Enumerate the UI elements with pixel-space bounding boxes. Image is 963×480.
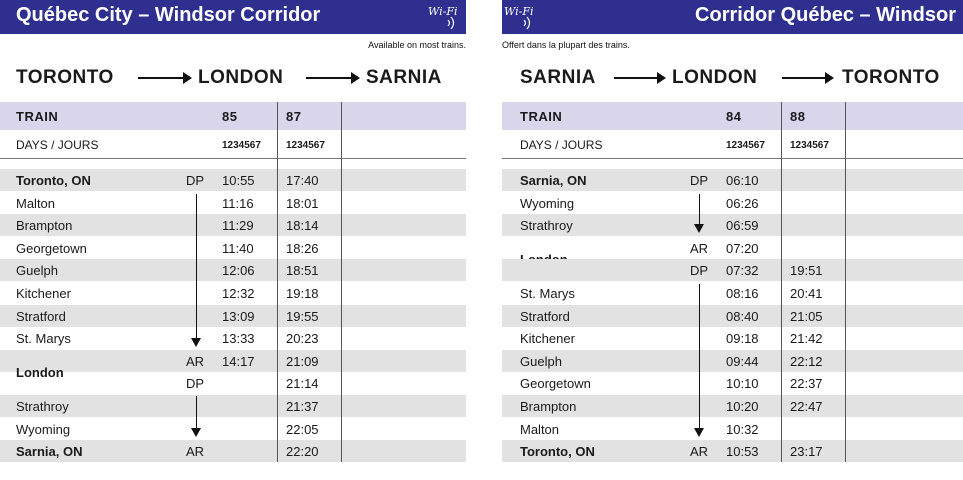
route-destination: SARNIA <box>366 67 442 88</box>
down-arrow-icon <box>196 194 197 338</box>
down-arrow-icon <box>196 396 197 428</box>
route-arrow-icon <box>138 77 190 79</box>
station-name: London <box>16 365 64 381</box>
route-via: LONDON <box>198 67 284 88</box>
route-arrow-icon <box>614 77 664 79</box>
wifi-icon <box>426 4 460 30</box>
station-name: Brampton <box>16 218 73 234</box>
departure-time: 18:26 <box>286 240 319 256</box>
title-banner <box>0 0 466 34</box>
station-name: Guelph <box>16 263 58 279</box>
wifi-label: Wi-Fi <box>504 5 534 18</box>
departure-time: 06:10 <box>726 173 759 188</box>
train-number: 87 <box>286 109 302 124</box>
route-header <box>0 67 466 89</box>
station-name: Kitchener <box>16 286 71 301</box>
station-name: Kitchener <box>520 331 575 347</box>
down-arrow-icon <box>699 194 700 224</box>
wifi-note: Available on most trains. <box>368 40 466 50</box>
departure-time: 11:16 <box>222 195 254 211</box>
departure-time: 08:40 <box>726 308 759 324</box>
route-origin: SARNIA <box>520 67 596 88</box>
timetable-toronto-sarnia <box>0 0 466 480</box>
station-name: Strathroy <box>520 218 573 234</box>
row-band <box>0 395 466 417</box>
station-name: Toronto, ON <box>520 444 595 460</box>
train-number: 88 <box>790 109 806 124</box>
departure-time: 09:44 <box>726 353 759 369</box>
station-name: Stratford <box>520 308 570 324</box>
stop-code: AR <box>690 240 709 256</box>
departure-time: 09:18 <box>726 331 759 347</box>
departure-time: 18:14 <box>286 218 319 234</box>
departure-time: 19:55 <box>286 308 319 324</box>
wifi-icon <box>502 4 536 30</box>
station-name: Malton <box>520 421 560 437</box>
train-label: TRAIN <box>16 109 59 124</box>
down-arrow-icon <box>699 284 700 428</box>
wifi-note: Offert dans la plupart des trains. <box>502 40 630 50</box>
departure-time: 21:05 <box>790 308 823 324</box>
page-title: Corridor Québec – Windsor <box>695 4 956 26</box>
header-divider <box>0 158 466 159</box>
days-value: 1234567 <box>726 140 765 151</box>
route-destination: TORONTO <box>842 67 940 88</box>
station-name: Brampton <box>520 399 577 414</box>
days-label: DAYS / JOURS <box>16 138 99 152</box>
station-name: Wyoming <box>16 421 71 437</box>
station-name: St. Marys <box>520 286 575 301</box>
station-name: Strathroy <box>16 399 69 414</box>
departure-time: 14:17 <box>222 353 255 369</box>
station-name: Malton <box>16 195 56 211</box>
route-arrow-icon <box>306 77 358 79</box>
station-name: Georgetown <box>520 376 591 392</box>
stop-code: DP <box>186 173 205 188</box>
route-via: LONDON <box>672 67 758 88</box>
wifi-label: Wi-Fi <box>428 5 458 18</box>
station-name: Georgetown <box>16 240 87 256</box>
departure-time: 07:32 <box>726 263 759 279</box>
days-label: DAYS / JOURS <box>520 138 603 152</box>
departure-time: 06:59 <box>726 218 759 234</box>
column-divider <box>781 102 782 462</box>
departure-time: 12:32 <box>222 286 255 301</box>
departure-time: 12:06 <box>222 263 255 279</box>
departure-time: 06:26 <box>726 195 759 211</box>
departure-time: 21:14 <box>286 376 319 392</box>
departure-time: 10:10 <box>726 376 759 392</box>
station-name: Wyoming <box>520 195 575 211</box>
departure-time: 20:41 <box>790 286 823 301</box>
departure-time: 10:53 <box>726 444 759 460</box>
column-divider <box>845 102 846 462</box>
departure-time: 22:20 <box>286 444 319 460</box>
train-label: TRAIN <box>520 109 563 124</box>
departure-time: 19:51 <box>790 263 823 279</box>
timetable-sarnia-toronto <box>502 0 963 480</box>
header-divider <box>502 158 963 159</box>
stop-code: AR <box>186 444 205 460</box>
departure-time: 08:16 <box>726 286 759 301</box>
departure-time: 22:05 <box>286 421 319 437</box>
days-value: 1234567 <box>790 140 829 151</box>
departure-time: 13:33 <box>222 331 255 347</box>
departure-time: 13:09 <box>222 308 255 324</box>
station-name: Stratford <box>16 308 66 324</box>
stop-code: DP <box>690 263 709 279</box>
route-arrow-icon <box>782 77 832 79</box>
departure-time: 22:47 <box>790 399 823 414</box>
departure-time: 11:29 <box>222 218 254 234</box>
station-name: Sarnia, ON <box>520 173 587 188</box>
departure-time: 22:12 <box>790 353 823 369</box>
route-header <box>502 67 963 89</box>
departure-time: 18:51 <box>286 263 319 279</box>
days-value: 1234567 <box>222 140 261 151</box>
departure-time: 21:37 <box>286 399 319 414</box>
stop-code: DP <box>186 376 205 392</box>
departure-time: 22:37 <box>790 376 823 392</box>
departure-time: 23:17 <box>790 444 823 460</box>
stop-code: DP <box>690 173 709 188</box>
station-name: Toronto, ON <box>16 173 91 188</box>
train-number: 85 <box>222 109 238 124</box>
train-number: 84 <box>726 109 742 124</box>
departure-time: 10:32 <box>726 421 759 437</box>
column-divider <box>341 102 342 462</box>
departure-time: 11:40 <box>222 240 254 256</box>
departure-time: 10:20 <box>726 399 759 414</box>
stop-code: AR <box>186 353 205 369</box>
departure-time: 19:18 <box>286 286 319 301</box>
departure-time: 21:42 <box>790 331 823 347</box>
route-origin: TORONTO <box>16 67 114 88</box>
station-name: St. Marys <box>16 331 71 347</box>
column-divider <box>277 102 278 462</box>
station-name: Sarnia, ON <box>16 444 83 460</box>
departure-time: 21:09 <box>286 353 319 369</box>
departure-time: 20:23 <box>286 331 319 347</box>
departure-time: 18:01 <box>286 195 319 211</box>
departure-time: 17:40 <box>286 173 319 188</box>
days-value: 1234567 <box>286 140 325 151</box>
station-name: Guelph <box>520 353 562 369</box>
departure-time: 10:55 <box>222 173 255 188</box>
title-banner <box>502 0 963 34</box>
stop-code: AR <box>690 444 709 460</box>
departure-time: 07:20 <box>726 240 759 256</box>
page-title: Québec City – Windsor Corridor <box>16 4 321 26</box>
